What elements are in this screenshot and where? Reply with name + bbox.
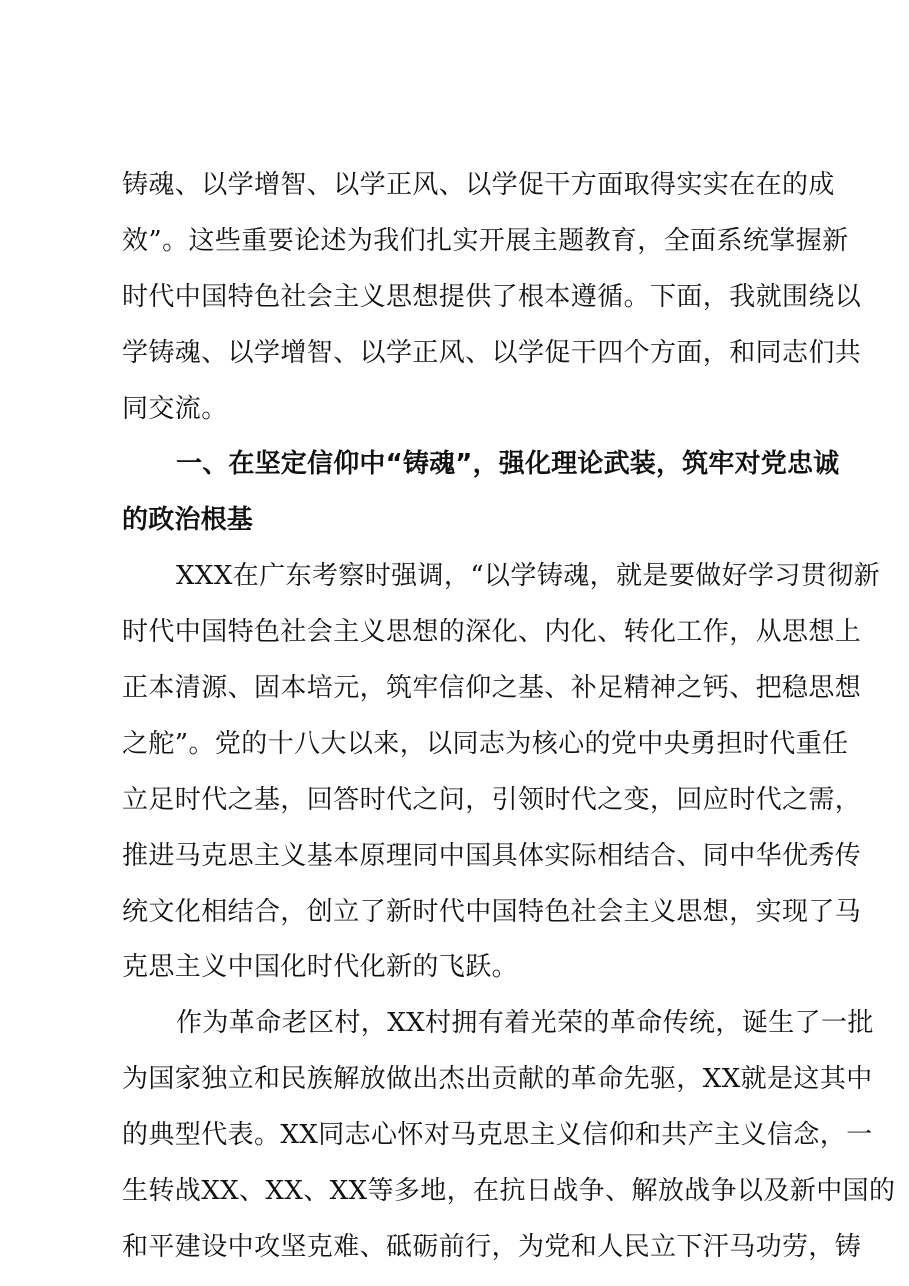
paragraph-intro-continuation (122, 158, 862, 437)
text-line: 推进马克思主义基本原理同中国具体实际相结合、同中华优秀传 (122, 840, 862, 871)
text-line: 正本清源、固本培元，筑牢信仰之基、补足精神之钙、把稳思想 (122, 673, 862, 704)
text-line: 和平建设中攻坚克难、砥砺前行，为党和人民立下汗马功劳，铸 (122, 1231, 862, 1262)
text-line: 学铸魂、以学增智、以学正风、以学促干四个方面，和同志们共 (122, 337, 862, 368)
text-line: 生转战XX、XX、XX等多地，在抗日战争、解放战争以及新中国的 (122, 1176, 896, 1207)
text-line: 统文化相结合，创立了新时代中国特色社会主义思想，实现了马 (122, 896, 862, 927)
text-line: 效”。这些重要论述为我们扎实开展主题教育，全面系统掌握新 (122, 225, 849, 256)
heading-line: 的政治根基 (122, 505, 254, 536)
document-body (122, 158, 896, 1276)
text-line: 时代中国特色社会主义思想提供了根本遵循。下面，我就围绕以 (122, 281, 862, 312)
text-line: 的典型代表。XX同志心怀对马克思主义信仰和共产主义信念，一 (122, 1120, 873, 1151)
text-line: 克思主义中国化时代化新的飞跃。 (122, 952, 519, 983)
text-line: 同交流。 (122, 393, 228, 424)
text-line: 立足时代之基，回答时代之问，引领时代之变，回应时代之需， (122, 784, 862, 815)
paragraph-revolutionary-village (122, 996, 896, 1275)
text-line: 作为革命老区村，XX村拥有着光荣的革命传统，诞生了一批 (176, 1008, 874, 1039)
text-line: 时代中国特色社会主义思想的深化、内化、转化工作，从思想上 (122, 617, 862, 648)
section-heading-1 (122, 437, 840, 549)
text-line: 铸魂、以学增智、以学正风、以学促干方面取得实实在在的成 (122, 170, 835, 200)
heading-line: 一、在坚定信仰中“铸魂”，强化理论武装，筑牢对党忠诚 (176, 449, 840, 480)
text-line: 为国家独立和民族解放做出杰出贡献的革命先驱，XX就是这其中 (122, 1064, 873, 1095)
text-line: 之舵”。党的十八大以来，以同志为核心的党中央勇担时代重任 (122, 728, 849, 759)
paragraph-soul-casting (122, 549, 881, 996)
text-line: XXX在广东考察时强调，“以学铸魂，就是要做好学习贯彻新 (176, 561, 881, 592)
